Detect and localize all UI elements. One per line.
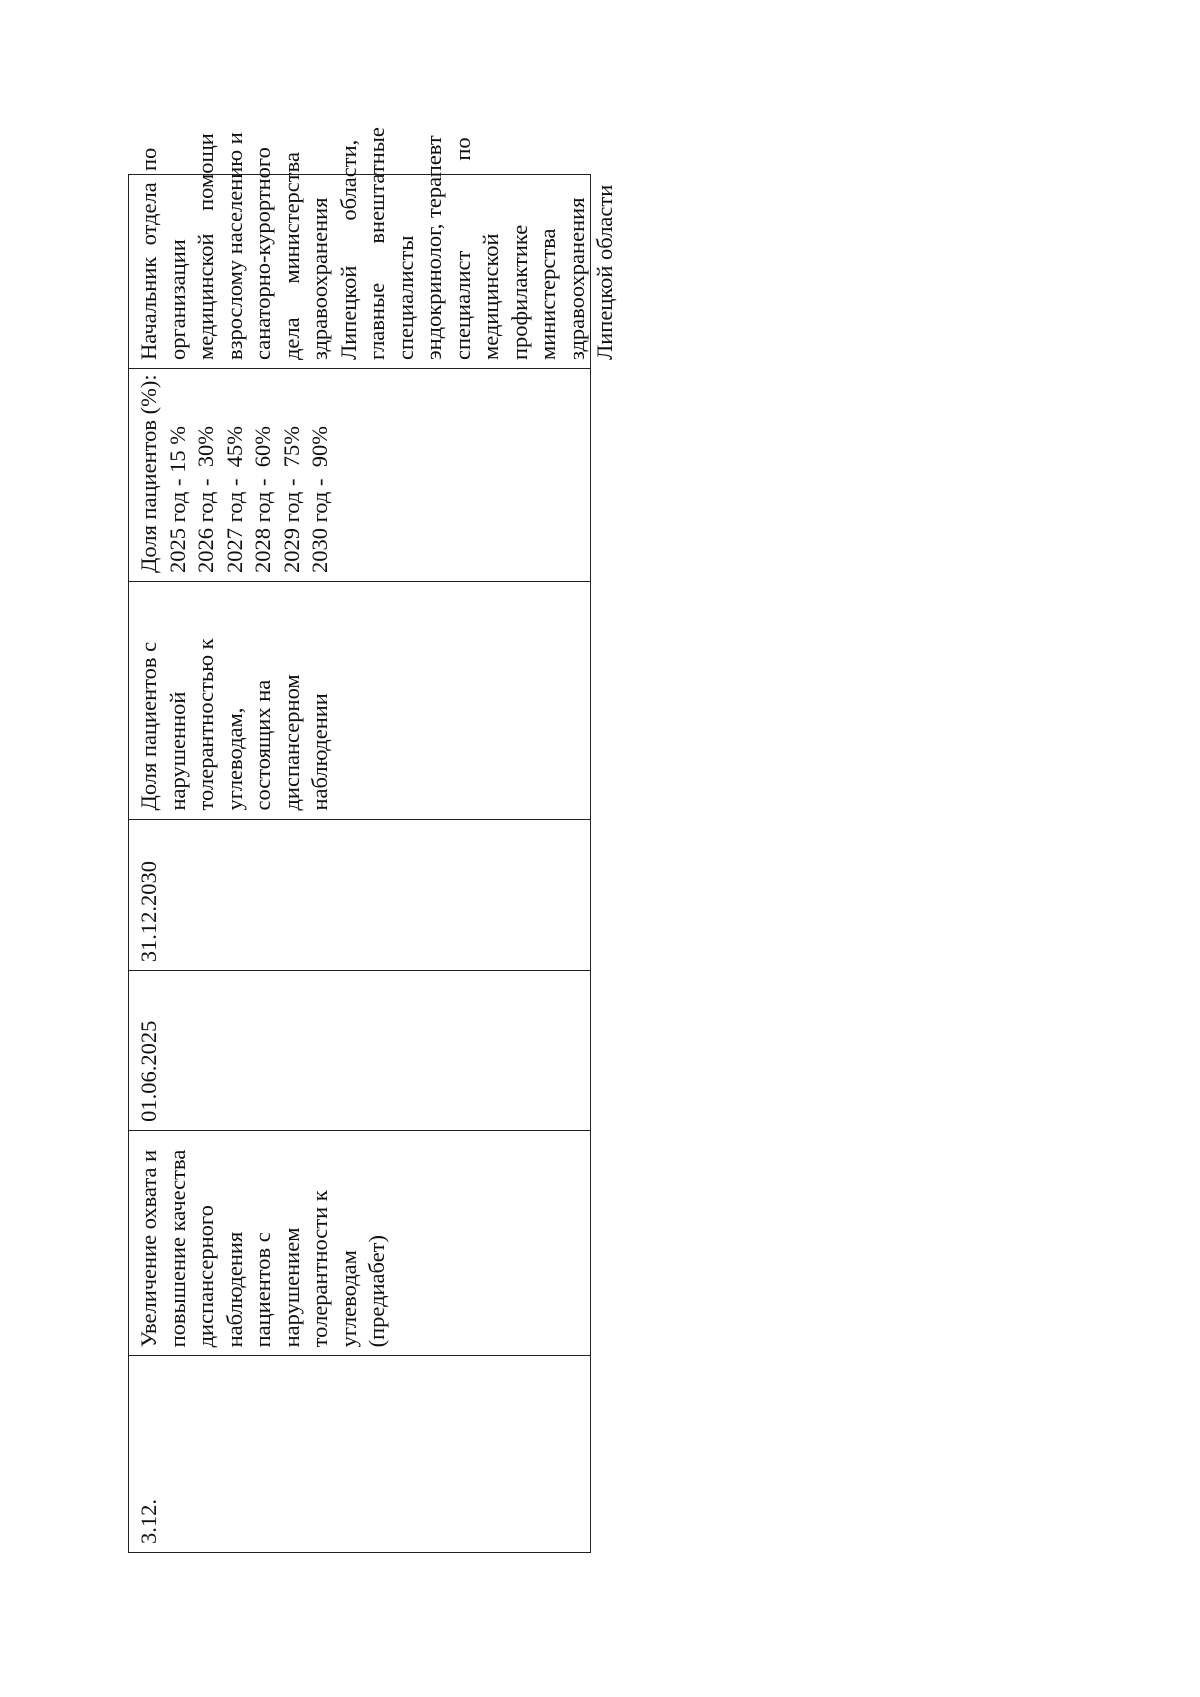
end-date-cell	[129, 819, 590, 971]
responsible-line: здравоохранения	[307, 197, 332, 361]
responsible-line: медицинской помощи	[193, 133, 218, 361]
target-line: 2027 год - 45%	[221, 426, 247, 574]
task-line: Увеличение охвата и	[136, 1149, 161, 1348]
task-line: толерантности к	[307, 1190, 332, 1348]
task-line: нарушением	[278, 1227, 304, 1348]
start-date-cell	[129, 970, 590, 1130]
row-number-cell	[129, 1355, 590, 1552]
task-line: диспансерного	[193, 1205, 218, 1348]
responsible-cell	[129, 127, 617, 368]
responsible-line: специалисты	[392, 235, 418, 361]
responsible-line: дела министерства	[278, 152, 304, 361]
target-line: 2028 год - 60%	[250, 426, 275, 574]
responsible-line: профилактике	[506, 224, 532, 361]
task-line: пациентов с	[250, 1232, 275, 1348]
start-date: 01.06.2025	[136, 1020, 161, 1122]
task-line: наблюдения	[221, 1231, 247, 1348]
responsible-line: главные внештатные	[364, 127, 389, 361]
target-line: 2030 год - 90%	[307, 426, 332, 574]
responsible-line: Липецкой области,	[335, 139, 361, 361]
responsible-line: санаторно-курортного	[250, 147, 275, 361]
end-date: 31.12.2030	[136, 860, 161, 963]
task-line: (предиабет)	[364, 1234, 389, 1348]
row-number: 3.12.	[136, 1499, 161, 1544]
plan-table	[128, 127, 617, 1553]
responsible-line: эндокринолог, терапевт	[421, 135, 446, 361]
target-values-cell	[129, 368, 590, 581]
task-line: повышение качества	[164, 1149, 190, 1348]
indicator-line: Доля пациентов с	[136, 641, 161, 811]
responsible-line: министерства	[535, 228, 560, 361]
responsible-line: Липецкой области	[592, 184, 617, 361]
responsible-line: Начальник отдела по	[136, 147, 161, 361]
target-line: 2025 год - 15 %	[164, 426, 190, 574]
indicator-cell	[129, 581, 590, 819]
task-cell	[129, 1130, 590, 1356]
responsible-line: взрослому населению и	[221, 132, 247, 361]
indicator-line: углеводам,	[221, 707, 247, 811]
target-line: 2029 год - 75%	[278, 426, 304, 574]
responsible-line: организации	[164, 239, 190, 361]
responsible-line: медицинской	[478, 233, 503, 361]
indicator-line: нарушенной	[164, 691, 190, 811]
target-line: 2026 год - 30%	[193, 426, 218, 574]
indicator-line: наблюдении	[307, 693, 332, 811]
task-line: углеводам	[335, 1250, 361, 1348]
responsible-line: здравоохранения	[563, 197, 589, 361]
indicator-line: диспансерном	[278, 674, 304, 811]
indicator-line: толерантностью к	[193, 638, 218, 811]
responsible-line: специалист по	[449, 137, 475, 361]
indicator-line: состоящих на	[250, 679, 275, 811]
target-header: Доля пациентов (%):	[136, 374, 161, 574]
